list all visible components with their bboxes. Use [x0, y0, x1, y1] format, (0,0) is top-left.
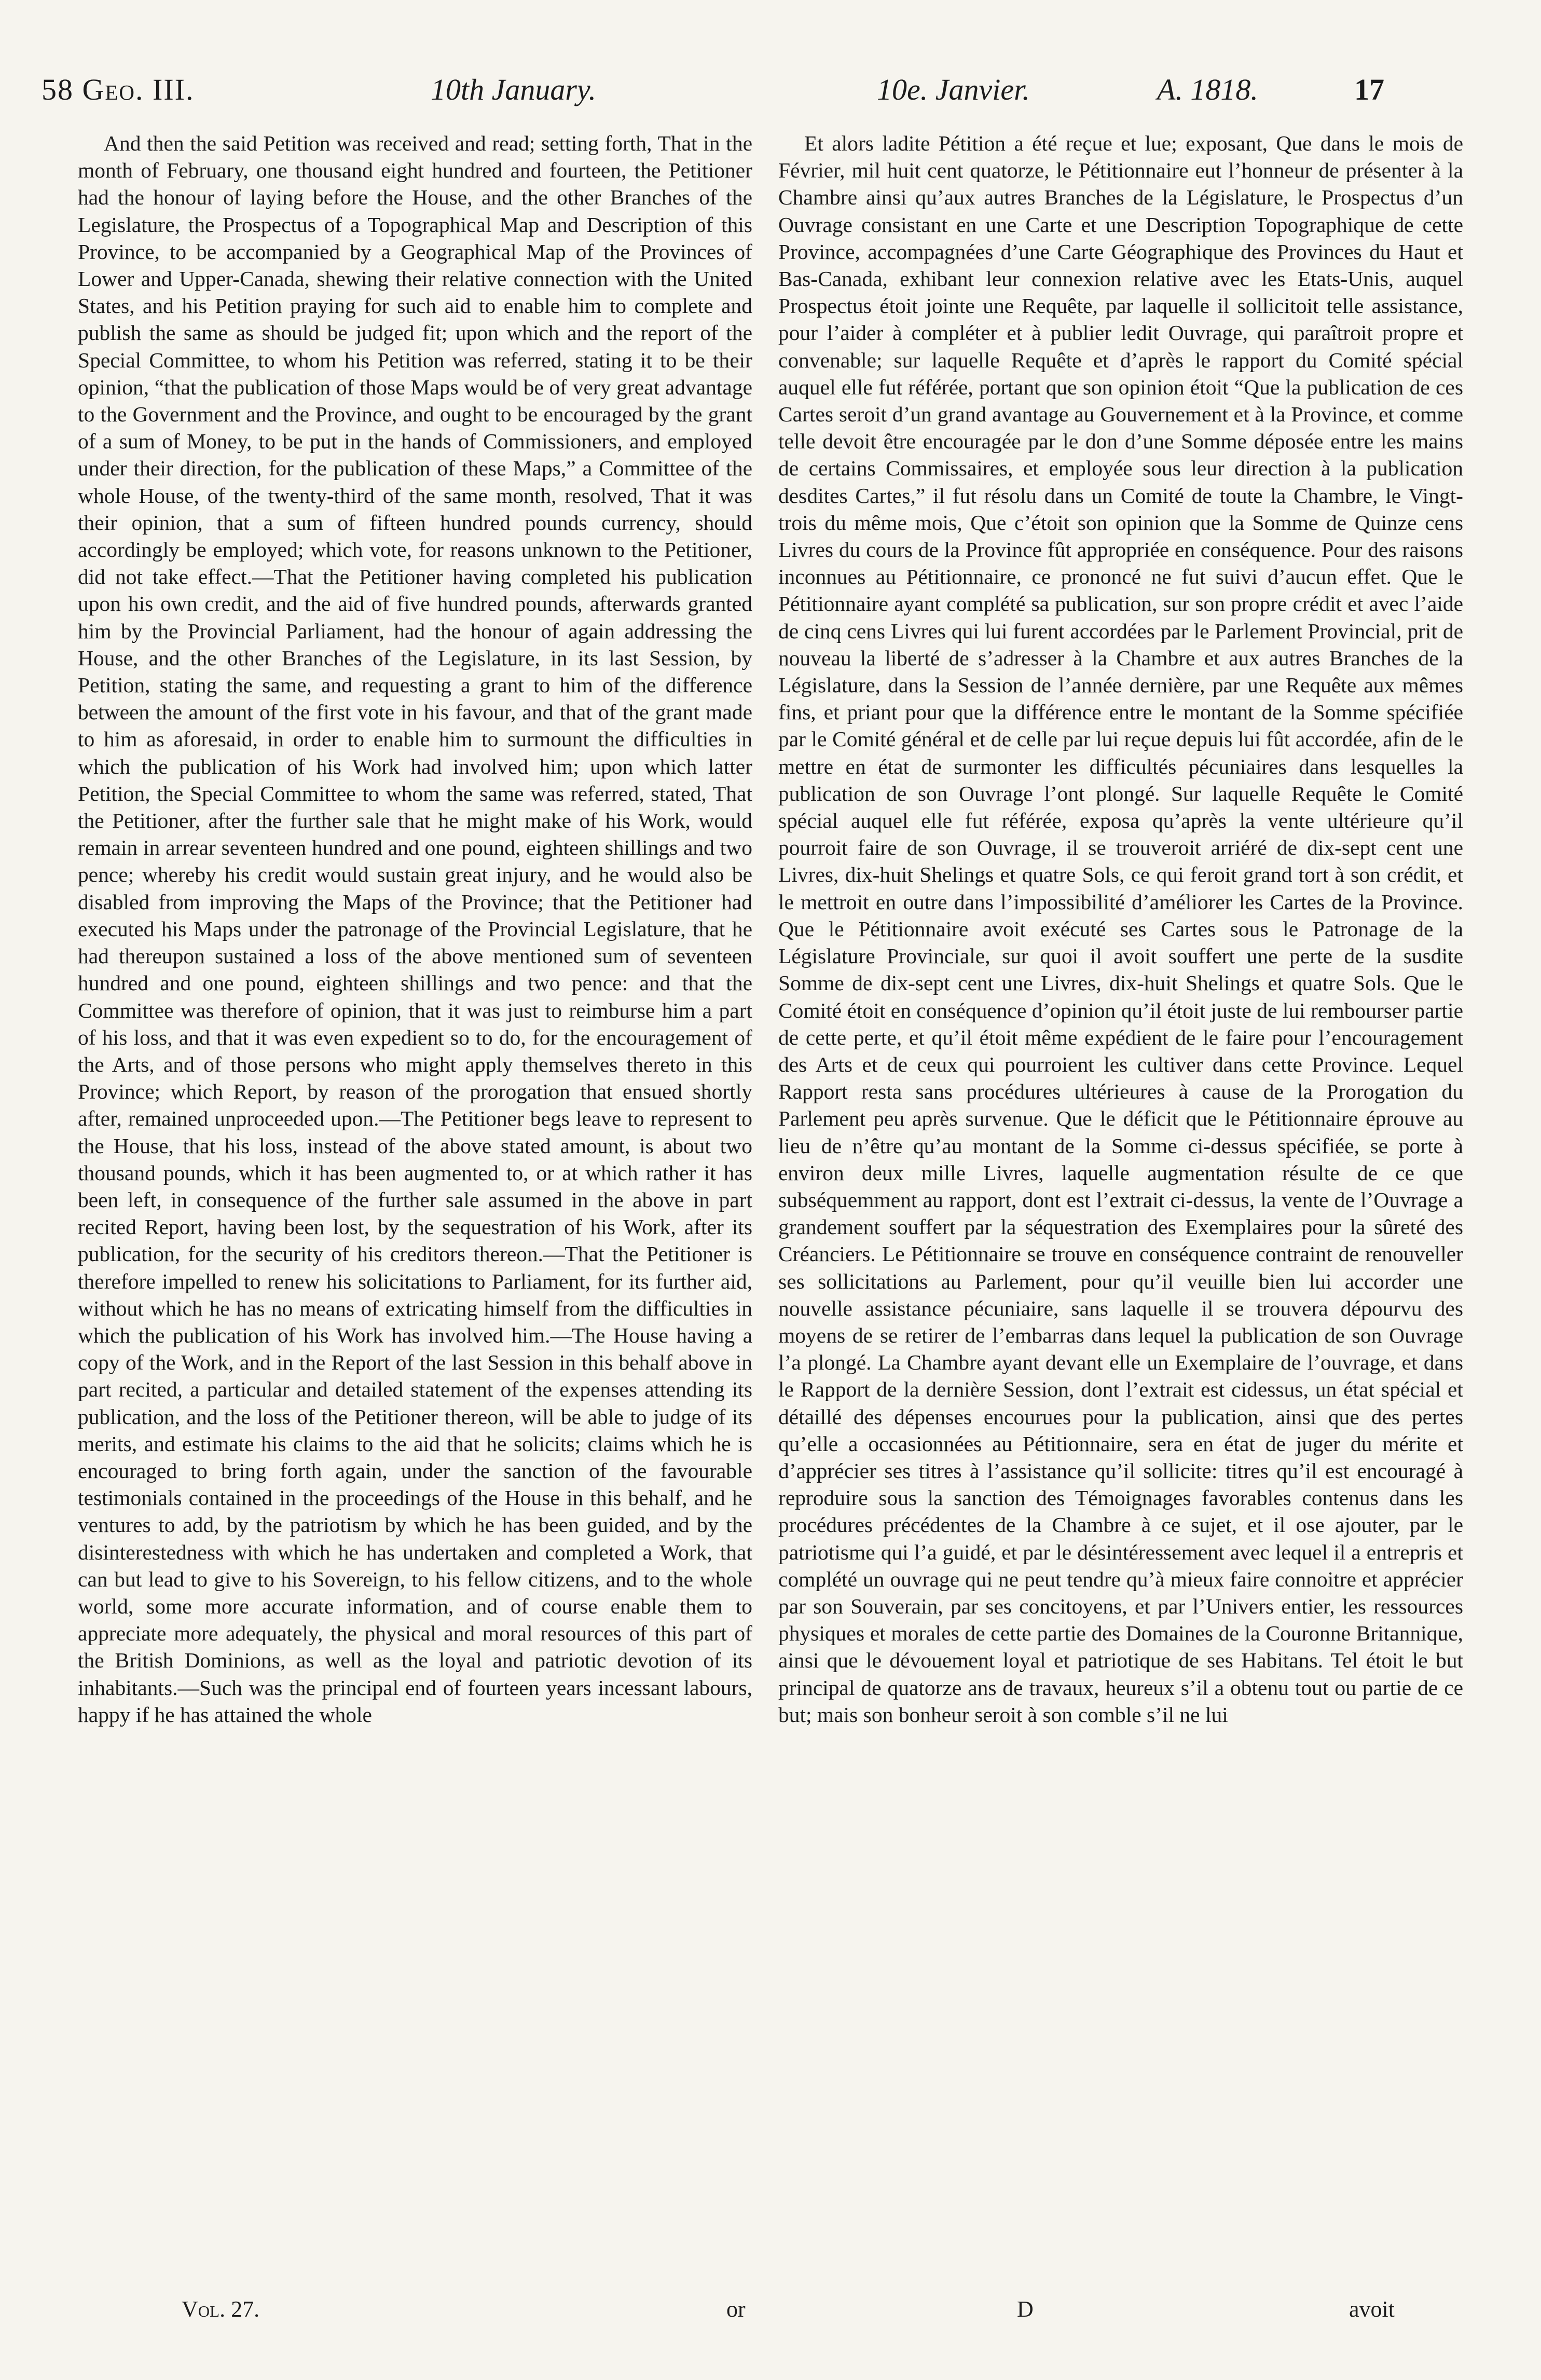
page-footer	[0, 2291, 1541, 2328]
running-header	[36, 66, 1384, 113]
reign-year: 58 Geo. III.	[42, 73, 195, 106]
french-date: 10e. Janvier.	[877, 73, 1030, 106]
french-catchword: avoit	[1349, 2296, 1395, 2322]
english-catchword: or	[726, 2296, 746, 2322]
signature-mark: D	[1017, 2296, 1034, 2322]
english-date: 10th January.	[431, 73, 596, 106]
page-number: 17	[1354, 73, 1384, 106]
year: A. 1818.	[1157, 73, 1258, 106]
volume-number: Vol. 27.	[182, 2296, 260, 2322]
french-paragraph: Et alors ladite Pétition a été reçue et lue; exposant, Que dans le mois de Février, mil huit cent quatorze, le Pétitionnaire eut l’honneur de présenter à la Chambre ainsi qu’aux autres Branches de la Législature, le Prospectus d’un Ouvrage consistant en une Carte et une Description Topographique de cette Province, accompagnées d’une Carte Géographique des Provinces du Haut et Bas-Canada, exhibant leur connexion relative avec les Etats-Unis, auquel Prospectus étoit jointe une Requête, par laquelle il sollicitoit telle assistance, pour l’aider à compléter et à publier ledit Ouvrage, qui paraîtroit propre et convenable; sur laquelle Requête et d’après le rapport du Comité spécial auquel elle fut référée, portant que son opinion étoit “Que la publication de ces Cartes seroit d’un grand avantage au Gouvernement et à la Province, et comme telle devoit être encouragée par le don d’une Somme déposée entre les mains de certains Commissaires, et employée sous leur direction à la publication desdites Cartes,” il fut résolu dans un Comité de toute la Chambre, le Vingt-trois du même mois, Que c’étoit son opinion que la Somme de Quinze cens Livres du cours de la Province fût appropriée en conséquence. Pour des raisons inconnues au Pétitionnaire, ce prononcé ne fut suivi d’aucun effet. Que le Pétitionnaire ayant complété sa publication, sur son propre crédit et avec l’aide de cinq cens Livres qui lui furent accordées par le Parlement Provincial, prit de nouveau la liberté de s’adresser à la Chambre et aux autres Branches de la Législature, dans la Session de l’année dernière, par une Requête aux mêmes fins, et priant pour que la différence entre le montant de la Somme spécifiée par le Comité général et de celle par lui reçue depuis lui fût accordée, afin de le mettre en état de surmonter les difficultés pécuniaires dans lesquelles la publication de son Ouvrage l’ont plongé. Sur laquelle Requête le Comité spécial auquel elle fut référée, exposa qu’après la vente ultérieure qu’il pourroit faire de son Ouvrage, il se trouveroit arriéré de dix-sept cent une Livres, dix-huit Shelings et quatre Sols, ce qui feroit grand tort à son crédit, et le mettroit en outre dans l’impossibilité d’améliorer les Cartes de la Province. Que le Pétitionnaire avoit exécuté ses Cartes sous le Patronage de la Législature Provinciale, sur quoi il avoit souffert une perte de la susdite Somme de dix-sept cent une Livres, dix-huit Shelings et quatre Sols. Que le Comité étoit en conséquence d’opinion qu’il étoit juste de lui rembourser partie de cette perte, et qu’il étoit même expédient de le faire pour l’encouragement des Arts et de ceux qui pourroient les cultiver dans cette Province. Lequel Rapport resta sans procédures ultérieures à cause de la Prorogation du Parlement peu après survenue. Que le déficit que le Pétitionnaire éprouve au lieu de n’être qu’au montant de la Somme ci-dessus spécifiée, se porte à environ deux mille Livres, laquelle augmentation résulte de ce que subséquemment au rapport, dont est l’extrait ci-dessus, la vente de l’Ouvrage a grandement souffert par la séquestration des Exemplaires pour la sûreté des Créanciers. Le Pétitionnaire se trouve en conséquence contraint de renouveller ses sollicitations au Parlement, pour qu’il veuille bien lui accorder une nouvelle assistance pécuniaire, sans laquelle il se trouvera dépourvu des moyens de se retirer de l’embarras dans lequel la publication de son Ouvrage l’a plongé. La Chambre ayant devant elle un Exemplaire de l’ouvrage, et dans le Rapport de la dernière Session, dont l’extrait est cidessus, un état spécial et détaillé des dépenses encourues pour la publication, ainsi que des pertes qu’elle a occasionnées au Pétitionnaire, sera en état de juger du mérite et d’apprécier ses titres à l’assistance qu’il sollicite: titres qu’il est encouragé à reproduire sous la sanction des Témoignages favorables contenus dans les procédures précédentes de la Chambre à ce sujet, et il ose ajouter, par le patriotisme qui l’a guidé, et par le désintéressement avec lequel il a entrepris et complété un ouvrage qui ne peut tendre qu’à mieux faire connoitre et apprécier par son Souverain, par ses concitoyens, et par l’Univers entier, les ressources physiques et morales de cette partie des Domaines de la Couronne Britannique, ainsi que le dévouement loyal et patriotique de ses Habitans. Tel étoit le but principal de quatorze ans de travaux, heureux s’il a obtenu tout ou partie de ce but; mais son bonheur seroit à son comble s’il ne lui	[778, 131, 1463, 1727]
english-paragraph: And then the said Petition was received and read; setting forth, That in the month of February, one thousand eight hundred and fourteen, the Petitioner had the honour of laying before the House, and the other Branches of the Legislature, the Prospectus of a Topographical Map and Description of this Province, to be accompanied by a Geographical Map of the Provinces of Lower and Upper-Canada, shewing their relative connection with the United States, and his Petition praying for such aid to enable him to complete and publish the same as should be judged fit; upon which and the report of the Special Committee, to whom his Petition was referred, stating it to be their opinion, “that the publication of those Maps would be of very great advantage to the Government and the Province, and ought to be encouraged by the grant of a sum of Money, to be put in the hands of Commissioners, and employed under their direction, for the publication of these Maps,” a Committee of the whole House, of the twenty-third of the same month, resolved, That it was their opinion, that a sum of fifteen hundred pounds currency, should accordingly be employed; which vote, for reasons unknown to the Petitioner, did not take effect.—That the Petitioner having completed his publication upon his own credit, and the aid of five hundred pounds, afterwards granted him by the Provincial Parliament, had the honour of again addressing the House, and the other Branches of the Legislature, in its last Session, by Petition, stating the same, and requesting a grant to him of the difference between the amount of the first vote in his favour, and that of the grant made to him as aforesaid, in order to enable him to surmount the difficulties in which the publication of his Work had involved him; upon which latter Petition, the Special Committee to whom the same was referred, stated, That the Petitioner, after the further sale that he might make of his Work, would remain in arrear seventeen hundred and one pound, eighteen shillings and two pence; whereby his credit would sustain great injury, and he would also be disabled from improving the Maps of the Province; that the Petitioner had executed his Maps under the patronage of the Provincial Legislature, that he had thereupon sustained a loss of the above mentioned sum of seventeen hundred and one pound, eighteen shillings and two pence: and that the Committee was therefore of opinion, that it was just to reimburse him a part of his loss, and that it was even expedient so to do, for the encouragement of the Arts, and of those persons who might apply themselves thereto in this Province; which Report, by reason of the prorogation that ensued shortly after, remained unproceeded upon.—The Petitioner begs leave to represent to the House, that his loss, instead of the above stated amount, is about two thousand pounds, which it has been augmented to, or at which rather it has been left, in consequence of the further sale assumed in the above in part recited Report, having been lost, by the sequestration of his Work, after its publication, for the security of his creditors thereon.—That the Petitioner is therefore impelled to renew his solicitations to Parliament, for its further aid, without which he has no means of extricating himself from the difficulties in which the publication of his Work has involved him.—The House having a copy of the Work, and in the Report of the last Session in this behalf above in part recited, a particular and detailed statement of the expenses attending its publication, and the loss of the Petitioner thereon, will be able to judge of its merits, and estimate his claims to the aid that he solicits; claims which he is encouraged to bring forth again, under the sanction of the favourable testimonials contained in the proceedings of the House in this behalf, and he ventures to add, by the patriotism by which he has been guided, and by the disinterestedness with which he has undertaken and completed a Work, that can but lead to give to his Sovereign, to his fellow citizens, and to the whole world, some more accurate information, and of course enable them to appreciate more adequately, the physical and moral resources of this part of the British Dominions, as well as the loyal and patriotic devotion of its inhabitants.—Such was the principal end of fourteen years incessant labours, happy if he has attained the whole	[78, 131, 752, 1727]
french-column	[778, 130, 1463, 2289]
english-column	[78, 130, 752, 2289]
